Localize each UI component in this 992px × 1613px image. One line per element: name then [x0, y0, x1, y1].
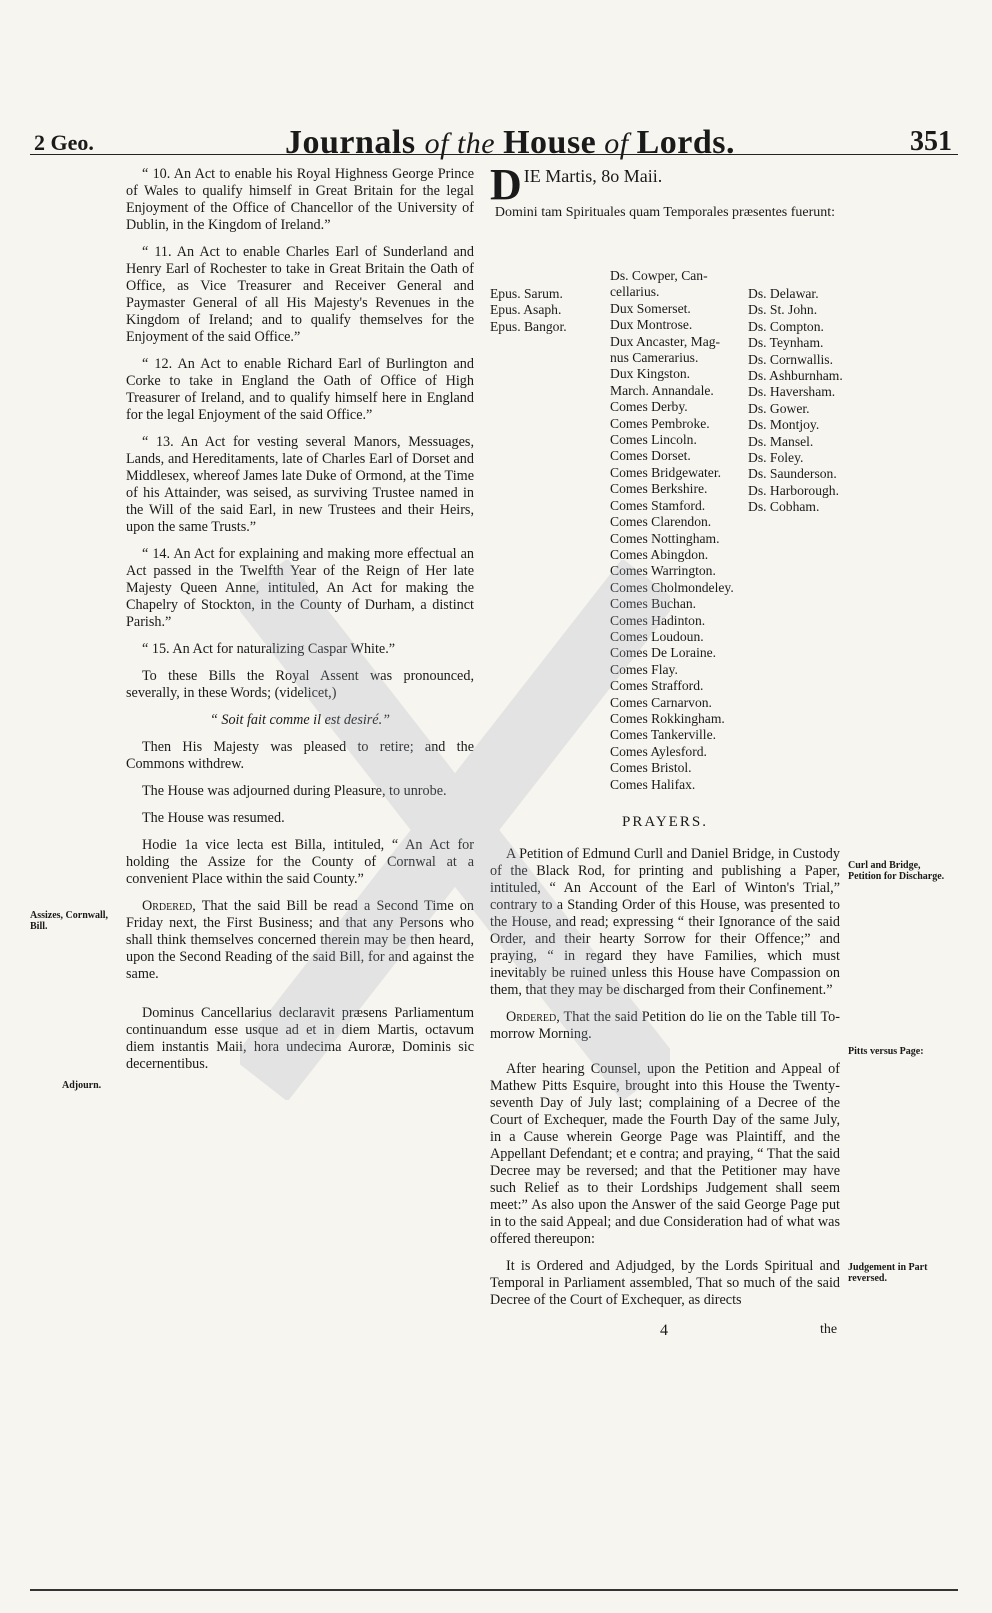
- peer-entry: Comes Derby.: [610, 399, 688, 415]
- regnal-year: 2 Geo.: [34, 130, 94, 155]
- peer-entry: Comes Halifax.: [610, 776, 696, 792]
- baron-entry: Ds. Cobham.: [748, 499, 820, 515]
- peer-entry: Comes Dorset.: [610, 448, 691, 464]
- bishop-entry: Epus. Sarum.: [490, 286, 563, 301]
- catchword: the: [820, 1322, 838, 1337]
- ordered-text-2: That the said Petition do lie on the Table till To-morrow Morning.: [490, 1009, 840, 1042]
- bishop-entry: Epus. Bangor.: [490, 318, 567, 334]
- baron-entry: Ds. Foley.: [748, 450, 804, 466]
- peer-entry: Comes Flay.: [610, 661, 678, 677]
- left-column: [126, 166, 474, 1083]
- ordered-text: That the said Bill be read a Second Time on Friday next, the First Business; and that any Persons who shall think themselves concerned therein may be then heard, upon the Second Reading of the said Bill, for and against the same.: [126, 898, 474, 982]
- peer-entry: cellarius.: [610, 284, 660, 300]
- peer-entry: Comes Strafford.: [610, 678, 704, 694]
- curll-petition: A Petition of Edmund Curll and Daniel Bridge, in Custody of the Black Rod, for printing and publishing a Paper, intituled, “ An Account of the Earl of Winton's Trial,” contrary to a Standing Order of this House, was presented to the House, and read; expressing “ their Ignorance of the said Order, and their hearty Sorrow for their Offence;” and praying, “ in regard they have Families, which must inevitably be ruined unless this House have Compassion on them, that they may be discharged from their Confinement.”: [490, 846, 840, 998]
- peer-entry: Comes Tankerville.: [610, 727, 717, 743]
- title-part-c: Lords.: [636, 124, 736, 161]
- title-part-the: the: [448, 127, 504, 160]
- act-11: “ 11. An Act to enable Charles Earl of Sunderland and Henry Earl of Rochester to take in Great Britain the Oath of Office, as Vice Treasurer and Receiver General and Paymaster General of all His Majesty's Revenues in the Kingdom of Ireland; and to qualify themselves for the Enjoyment of the said Office.”: [126, 244, 474, 345]
- baron-entry: Ds. Haversham.: [748, 384, 836, 400]
- title-part-a: Journals: [285, 124, 425, 161]
- baron-entry: Ds. Teynham.: [748, 335, 824, 351]
- peer-entry: Dux Ancaster, Mag-: [610, 333, 721, 349]
- margin-note-curll: Curl and Bridge, Petition for Discharge.: [848, 860, 945, 882]
- act-10: “ 10. An Act to enable his Royal Highness George Prince of Wales to qualify himself in Great Britain for the legal Enjoyment of the Office of Chancellor of the University of Dublin, in the Kingdom of Ireland.”: [126, 166, 474, 233]
- peer-entry: Comes Clarendon.: [610, 514, 712, 530]
- baron-entry: Ds. Montjoy.: [748, 417, 820, 433]
- attendance-peers: [610, 268, 734, 793]
- ordered-second-reading: [126, 898, 474, 983]
- soit-fait: “ Soit fait comme il est desiré.”: [209, 712, 391, 728]
- peer-entry: Comes Berkshire.: [610, 481, 708, 497]
- die-martis-heading: [490, 160, 840, 209]
- prayers-heading: PRAYERS.: [622, 814, 708, 830]
- judgement-ordered: It is Ordered and Adjudged, by the Lords Spiritual and Temporal in Parliament assembled, That so much of the said Decree of the Court of Exchequer, as directs: [490, 1258, 840, 1308]
- baron-entry: Ds. Ashburnham.: [748, 368, 843, 384]
- margin-note-pitts: Pitts versus Page:: [848, 1046, 924, 1057]
- baron-entry: Ds. Delawar.: [748, 286, 819, 301]
- baron-entry: Ds. Mansel.: [748, 433, 814, 449]
- margin-note-judgement: Judgement in Part reversed.: [848, 1262, 928, 1284]
- peer-entry: Comes Rokkingham.: [610, 710, 725, 726]
- peer-entry: Comes Aylesford.: [610, 743, 707, 759]
- drop-cap: D: [490, 160, 522, 209]
- act-15: “ 15. An Act for naturalizing Caspar White.”: [142, 641, 396, 657]
- peer-entry: Comes Stamford.: [610, 497, 706, 513]
- bishop-entry: Epus. Asaph.: [490, 302, 562, 318]
- margin-note-adjourn: Adjourn.: [62, 1080, 102, 1091]
- baron-entry: Ds. Gower.: [748, 400, 810, 416]
- pitts-appeal: After hearing Counsel, upon the Petition and Appeal of Mathew Pitts Esquire, brought into this House the Twenty-seventh Day of July last; complaining of a Decree of the Court of Exchequer, made the Fourth Day of the same July, in a Cause wherein George Page was Plaintiff, and the Appellant Defendant; et e contra; and praying, “ That the said Decree may be reversed; and that the Petitioner may have such Relief as to their Lordships Judgement shall seem meet:” As also upon the Answer of the said George Page put in to the said Appeal; and due Consideration had of what was offered thereupon:: [490, 1061, 840, 1247]
- peer-entry: Comes Buchan.: [610, 596, 697, 612]
- page-number: 351: [910, 126, 952, 157]
- peer-entry: March. Annandale.: [610, 382, 714, 398]
- baron-entry: Ds. Compton.: [748, 318, 824, 334]
- baron-entry: Ds. Harborough.: [748, 482, 839, 498]
- act-13: “ 13. An Act for vesting several Manors, Messuages, Lands, and Hereditaments, late of Charles Earl of Dorset and Middlesex, whereof James late Duke of Ormond, at the Time of his Attainder, was seised, as surviving Trustee named in the Will of the said Earl, in new Trustees and their Heirs, upon the same Trusts.”: [126, 434, 474, 535]
- peer-entry: Comes Pembroke.: [610, 415, 710, 431]
- house-resumed: The House was resumed.: [142, 810, 285, 826]
- domini-line: Domini tam Spirituales quam Temporales præsentes fuerunt:: [494, 205, 836, 220]
- ordered-label-2: Ordered,: [506, 1009, 560, 1025]
- running-title: [285, 124, 735, 162]
- peer-entry: Comes Lincoln.: [610, 432, 697, 448]
- header-rule: [30, 154, 958, 155]
- peer-entry: nus Camerarius.: [610, 350, 699, 366]
- peer-entry: Comes Carnarvon.: [610, 694, 712, 710]
- signature-mark: 4: [660, 1322, 668, 1339]
- attendance-bishops: [490, 286, 567, 335]
- peer-entry: Dux Somerset.: [610, 300, 691, 316]
- peer-entry: Comes Warrington.: [610, 563, 716, 579]
- die-martis-text: IE Martis, 8o Maii.: [523, 166, 663, 186]
- peer-entry: Ds. Cowper, Can-: [610, 268, 708, 283]
- hodie-bill: Hodie 1a vice lecta est Billa, intituled, “ An Act for holding the Assize for the County of Cornwal at a convenient Place within the said County.”: [126, 837, 474, 887]
- royal-assent: To these Bills the Royal Assent was pronounced, severally, in these Words; (videlicet,): [126, 668, 474, 701]
- die-martis-block: [490, 160, 840, 221]
- bottom-rule: [30, 1589, 958, 1591]
- majesty-retire: Then His Majesty was pleased to retire; and the Commons withdrew.: [126, 739, 474, 772]
- title-part-b: House: [503, 124, 597, 161]
- attendance-barons: [748, 286, 843, 516]
- peer-entry: Dux Kingston.: [610, 366, 691, 382]
- dominus-cancellarius: Dominus Cancellarius declaravit præsens Parliamentum continuandum esse usque ad et in diem Martis, octavum diem instantis Maii, hora undecima Auroræ, Dominis sic decernentibus.: [126, 1005, 474, 1072]
- peer-entry: Comes Cholmondeley.: [610, 579, 734, 595]
- peer-entry: Comes De Loraine.: [610, 645, 717, 661]
- baron-entry: Ds. Cornwallis.: [748, 351, 833, 367]
- peer-entry: Comes Abingdon.: [610, 546, 709, 562]
- baron-entry: Ds. St. John.: [748, 302, 818, 318]
- peer-entry: Comes Nottingham.: [610, 530, 720, 546]
- right-column-lower: [490, 846, 840, 1319]
- house-adjourned: The House was adjourned during Pleasure, to unrobe.: [142, 783, 447, 799]
- page-header: [0, 100, 992, 160]
- title-part-of-2: of: [596, 127, 637, 160]
- peer-entry: Comes Bridgewater.: [610, 464, 721, 480]
- ordered-petition-lie: [490, 1009, 840, 1043]
- peer-entry: Comes Bristol.: [610, 760, 692, 776]
- act-12: “ 12. An Act to enable Richard Earl of Burlington and Corke to take in England the Oath of Office of High Treasurer of Ireland, and to qualify himself here in England for the legal Enjoyment of the said Office.”: [126, 356, 474, 423]
- act-14: “ 14. An Act for explaining and making more effectual an Act passed in the Twelfth Year of the Reign of Her late Majesty Queen Anne, intituled, An Act for making the Chapelry of Stockton, in the County of Durham, a distinct Parish.”: [126, 546, 474, 630]
- title-part-of: of: [424, 127, 449, 160]
- ordered-label: Ordered,: [142, 898, 196, 914]
- peer-entry: Comes Loudoun.: [610, 628, 704, 644]
- baron-entry: Ds. Saunderson.: [748, 466, 837, 482]
- peer-entry: Dux Montrose.: [610, 317, 693, 333]
- peer-entry: Comes Hadinton.: [610, 612, 706, 628]
- margin-note-assizes: Assizes, Cornwall, Bill.: [30, 910, 109, 932]
